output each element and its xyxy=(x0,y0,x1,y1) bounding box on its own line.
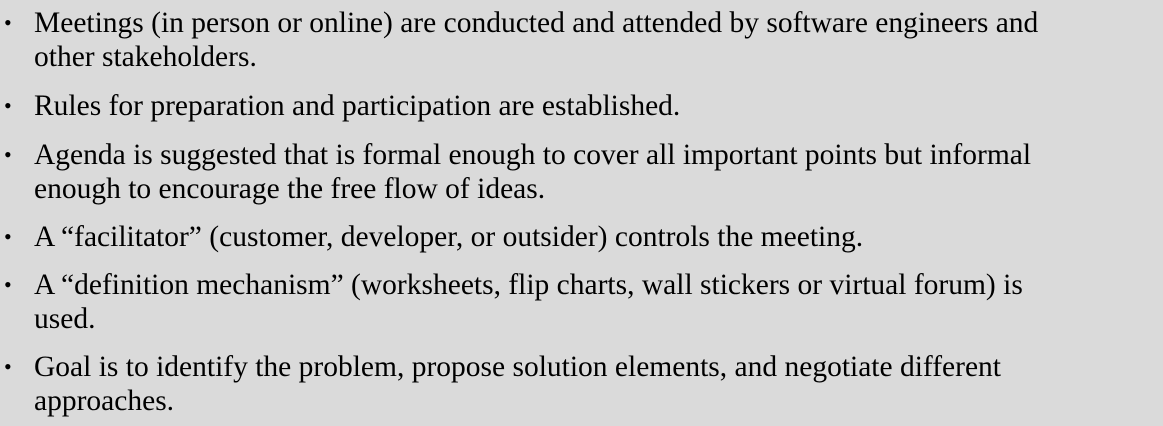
bullet-text-line: other stakeholders. xyxy=(34,41,257,73)
bullet-icon: • xyxy=(4,10,12,35)
bullet-icon: • xyxy=(4,142,12,167)
bullet-icon: • xyxy=(4,354,12,379)
bullet-text-line: Meetings (in person or online) are conducted and attended by software engineers and xyxy=(34,7,1039,39)
bullet-item-definition-mechanism xyxy=(0,268,1043,336)
bullet-text-line: approaches. xyxy=(34,385,175,417)
bullet-text-line: Goal is to identify the problem, propose solution elements, and negotiate different xyxy=(34,351,1001,383)
bullet-item-agenda xyxy=(0,138,1051,206)
bullet-text-line: Agenda is suggested that is formal enough to cover all important points but informal xyxy=(34,139,1032,171)
bullet-text-line: A “definition mechanism” (worksheets, flip charts, wall stickers or virtual forum) is xyxy=(34,269,1023,301)
bullet-text-line: Rules for preparation and participation are established. xyxy=(34,90,681,122)
bullet-text-line: A “facilitator” (customer, developer, or outsider) controls the meeting. xyxy=(34,221,864,253)
bullet-item-facilitator xyxy=(0,220,883,254)
bullet-item-meetings xyxy=(0,6,1058,74)
bullet-text-line: used. xyxy=(34,303,96,335)
bullet-item-goal xyxy=(0,350,1021,418)
bullet-text-line: enough to encourage the free flow of ideas. xyxy=(34,173,546,205)
bullet-icon: • xyxy=(4,224,12,249)
bullet-icon: • xyxy=(4,272,12,297)
bullet-icon: • xyxy=(4,93,12,118)
bullet-item-rules xyxy=(0,89,700,123)
